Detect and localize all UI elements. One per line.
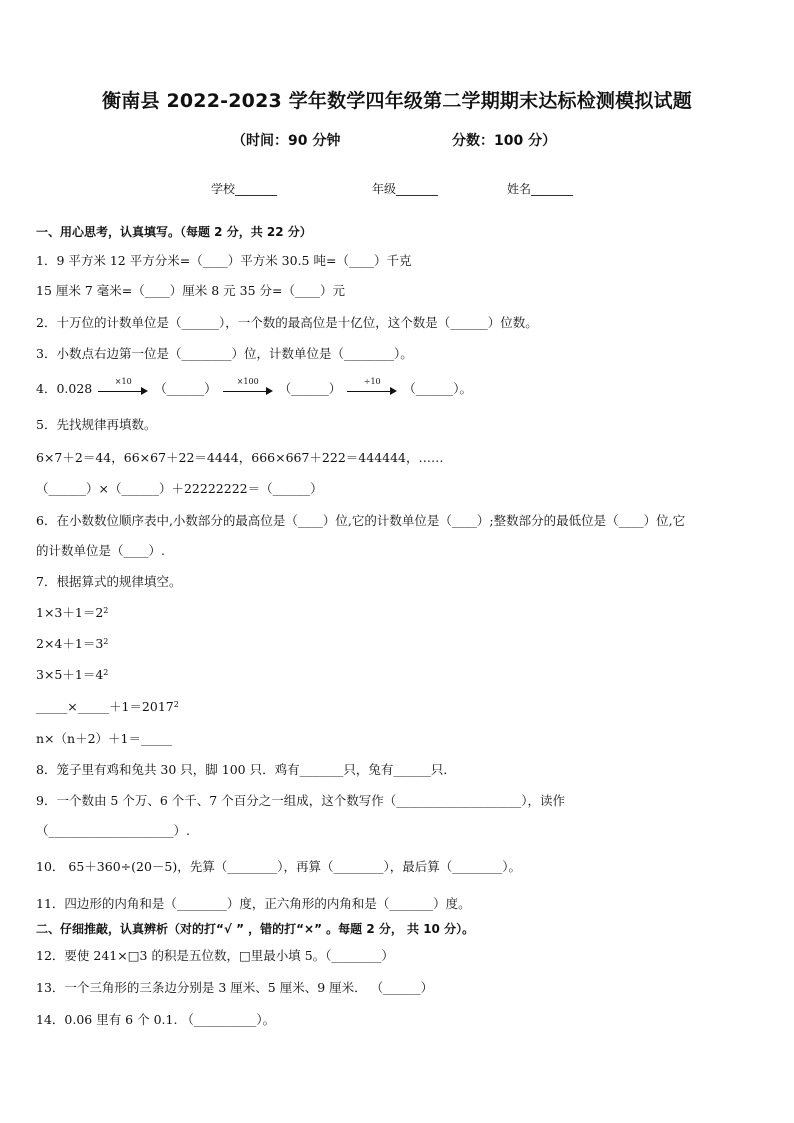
- arrow-icon: [223, 376, 273, 397]
- question-7-row-2: $2\times 4+1=3^2$: [36, 636, 109, 651]
- question-13: 13．一个三角形的三条边分别是 3 厘米、5 厘米、9 厘米． （______）: [36, 980, 434, 995]
- arrow-icon: [98, 376, 148, 397]
- arrow-label: ÷10: [363, 376, 381, 386]
- question-7-row-3: $3\times 5+1=4^2$: [36, 667, 109, 682]
- question-2: 2．十万位的计数单位是（______），一个数的最高位是十亿位，这个数是（______）位数。: [36, 315, 538, 330]
- time-limit: （时间：90 分钟: [232, 133, 341, 149]
- question-6-line-2: 的计数单位是（____）.: [36, 543, 165, 558]
- question-14: 14．0.06 里有 6 个 0.1. （__________）。: [36, 1012, 276, 1027]
- question-7-row-4: $\_\_\_\_\_\times\_\_\_\_\_+1=2017^2$: [36, 699, 179, 714]
- question-4: [36, 376, 472, 397]
- question-11: 11．四边形的内角和是（________）度，正六角形的内角和是（_______）度。: [36, 896, 471, 911]
- question-5-pattern: 6×7＋2＝44，66×67＋22＝4444，666×667＋222＝444444，……: [36, 450, 444, 465]
- question-7-row-5: n×（n＋2）＋1＝_____: [36, 731, 173, 746]
- question-6-line-1: 6．在小数数位顺序表中,小数部分的最高位是（____）位,它的计数单位是（____）;整数部分的最低位是（____）位,它: [36, 513, 686, 528]
- question-5: 5．先找规律再填数。: [36, 417, 157, 432]
- arrow-label: ×10: [114, 376, 132, 386]
- grade-field: 年级_______: [372, 182, 439, 196]
- section-1-heading: 一、用心思考，认真填写。（每题 2 分，共 22 分）: [36, 225, 312, 239]
- question-3: 3．小数点右边第一位是（________）位，计数单位是（________）。: [36, 346, 413, 361]
- exam-title: 衡南县 2022-2023 学年数学四年级第二学期期末达标检测模拟试题: [102, 90, 692, 112]
- question-9-line-1: 9．一个数由 5 个万、6 个千、7 个百分之一组成，这个数写作（____________________），读作: [36, 793, 565, 808]
- section-2-heading: 二、仔细推敲，认真辨析（对的打“√ ” ，错的打“×” 。每题 2 分， 共 10 分）。: [36, 922, 475, 936]
- answer-blank: （______）: [154, 381, 217, 396]
- question-8: 8．笼子里有鸡和兔共 30 只，脚 100 只．鸡有_______只，兔有______只．: [36, 762, 456, 777]
- question-9-line-2: （____________________）.: [36, 823, 190, 838]
- total-score: 分数：100 分）: [452, 133, 557, 149]
- question-1-line-1: 1．9 平方米 12 平方分米=（____）平方米 30.5 吨=（____）千克: [36, 253, 412, 268]
- question-5-fill: （______）×（______）＋22222222＝（______）: [36, 481, 323, 496]
- arrow-label: ×100: [236, 376, 259, 386]
- answer-blank: （______）: [278, 381, 342, 396]
- question-12: 12．要使 241×□3 的积是五位数，□里最小填 5。（________）: [36, 948, 394, 963]
- question-10: 10． 65＋360÷(20－5)，先算（________），再算（________），最后算（________）。: [36, 859, 521, 874]
- answer-blank: （______）。: [403, 381, 472, 396]
- school-field: 学校_______: [211, 182, 278, 196]
- name-field: 姓名_______: [507, 182, 574, 196]
- question-7: 7．根据算式的规律填空。: [36, 574, 182, 589]
- question-1-line-2: 15 厘米 7 毫米=（____）厘米 8 元 35 分=（____）元: [36, 283, 345, 298]
- question-4-start: 4．0.028: [36, 381, 93, 396]
- question-7-row-1: $1\times 3+1=2^2$: [36, 605, 109, 620]
- arrow-icon: [347, 376, 397, 397]
